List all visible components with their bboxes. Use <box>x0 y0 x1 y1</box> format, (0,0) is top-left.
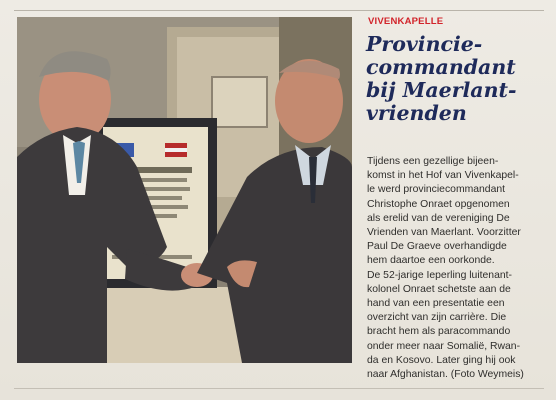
headline-line: bij Maerlant- <box>366 78 517 102</box>
body-line: kolonel Onraet schetste aan de <box>367 283 511 295</box>
article-kicker: VIVENKAPELLE <box>368 16 444 27</box>
article-headline <box>366 33 546 125</box>
body-line: Vrienden van Maerlant. Voorzitter <box>367 227 521 239</box>
headline-line: commandant <box>366 55 516 79</box>
body-line: onder meer naar Somalië, Rwan- <box>367 340 521 352</box>
body-line: De 52-jarige Ieperling luitenant- <box>367 269 512 281</box>
body-line: Christophe Onraet opgenomen <box>367 198 510 210</box>
body-line: hem daartoe een oorkonde. <box>367 255 495 267</box>
headline-line: vrienden <box>366 101 467 125</box>
article-photo <box>17 17 352 363</box>
body-line: naar Afghanistan. (Foto Weymeis) <box>367 369 524 381</box>
body-line: hand van een presentatie een <box>367 298 505 310</box>
body-line: bracht hem als paracommando <box>367 326 511 338</box>
body-line: Tijdens een gezellige bijeen- <box>367 156 499 167</box>
body-line: le werd provinciecommandant <box>367 184 506 196</box>
body-line: da en Kosovo. Later ging hij ook <box>367 354 516 366</box>
bottom-rule <box>14 388 544 389</box>
headline-line: Provincie- <box>366 32 483 56</box>
body-line: als erelid van de vereniging De <box>367 212 510 224</box>
article-body <box>367 155 547 382</box>
body-line: komst in het Hof van Vivenkapel- <box>367 170 519 182</box>
body-line: overzicht van zijn carrière. Die <box>367 312 507 324</box>
body-line: Paul De Graeve overhandigde <box>367 241 507 253</box>
top-rule <box>14 10 544 11</box>
